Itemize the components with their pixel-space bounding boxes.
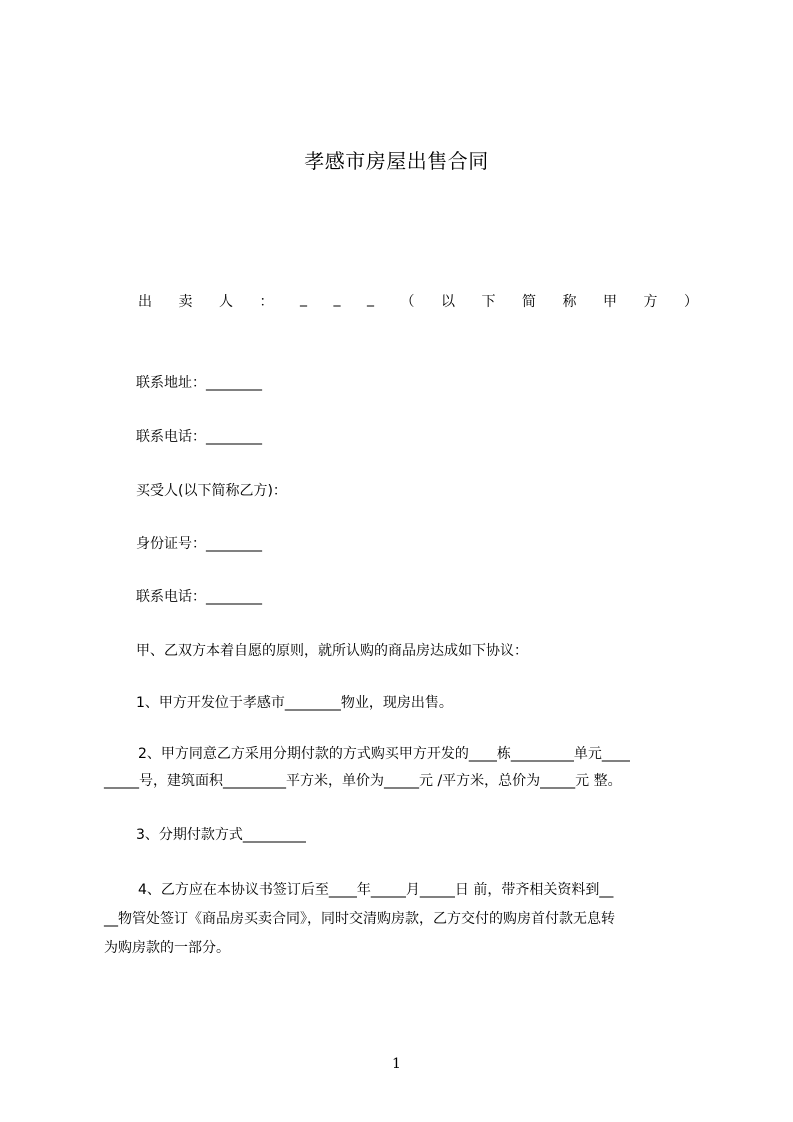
clause-4-line: __物管处签订《商品房买卖合同》，同时交清购房款，乙方交付的购房首付款无息转 xyxy=(104,911,615,927)
seller-char: 卖 xyxy=(178,294,193,310)
buyer-label: 买受人(以下简称乙方)： xyxy=(136,483,287,499)
clause-2-line: 2、甲方同意乙方采用分期付款的方式购买甲方开发的____栋_________单元____ xyxy=(138,746,630,762)
buyer-id-number: 身份证号：________ xyxy=(136,536,262,552)
seller-blank: _ xyxy=(300,291,307,307)
seller-char: （ xyxy=(400,294,415,310)
seller-char: 称 xyxy=(562,294,577,310)
seller-char: 出 xyxy=(138,294,152,310)
clause-4-line: 为购房款的一部分。 xyxy=(104,940,230,956)
seller-phone: 联系电话：________ xyxy=(136,429,262,445)
page-number: 1 xyxy=(392,1056,401,1072)
clause-4-line: 4、乙方应在本协议书签订后至____年_____月_____日 前，带齐相关资料到__ xyxy=(138,882,614,898)
seller-char: 方 xyxy=(643,294,658,310)
clause-3: 3、分期付款方式_________ xyxy=(136,827,306,843)
seller-char: 以 xyxy=(441,294,455,310)
seller-blank: _ xyxy=(333,291,341,307)
seller-char: ） xyxy=(684,294,698,310)
buyer-phone: 联系电话：________ xyxy=(136,589,262,605)
seller-char: 下 xyxy=(481,294,496,310)
seller-blank: _ xyxy=(367,291,374,307)
agreement-intro: 甲、乙双方本着自愿的原则，就所认购的商品房达成如下协议： xyxy=(136,643,528,659)
seller-char: 甲 xyxy=(603,294,617,310)
seller-char: ： xyxy=(259,294,274,310)
seller-char: 简 xyxy=(522,294,536,310)
clause-4 xyxy=(104,876,704,963)
clause-2-line: _____号，建筑面积_________平方米，单价为_____元 /平方米，总价为_____元 整。 xyxy=(104,773,622,789)
seller-line xyxy=(138,291,698,311)
document-title: 孝感市房屋出售合同 xyxy=(304,149,489,173)
clause-1: 1、甲方开发位于孝感市________物业，现房出售。 xyxy=(136,695,453,711)
seller-char: 人 xyxy=(219,294,233,310)
clause-2 xyxy=(104,741,704,795)
seller-address: 联系地址：________ xyxy=(136,375,262,391)
